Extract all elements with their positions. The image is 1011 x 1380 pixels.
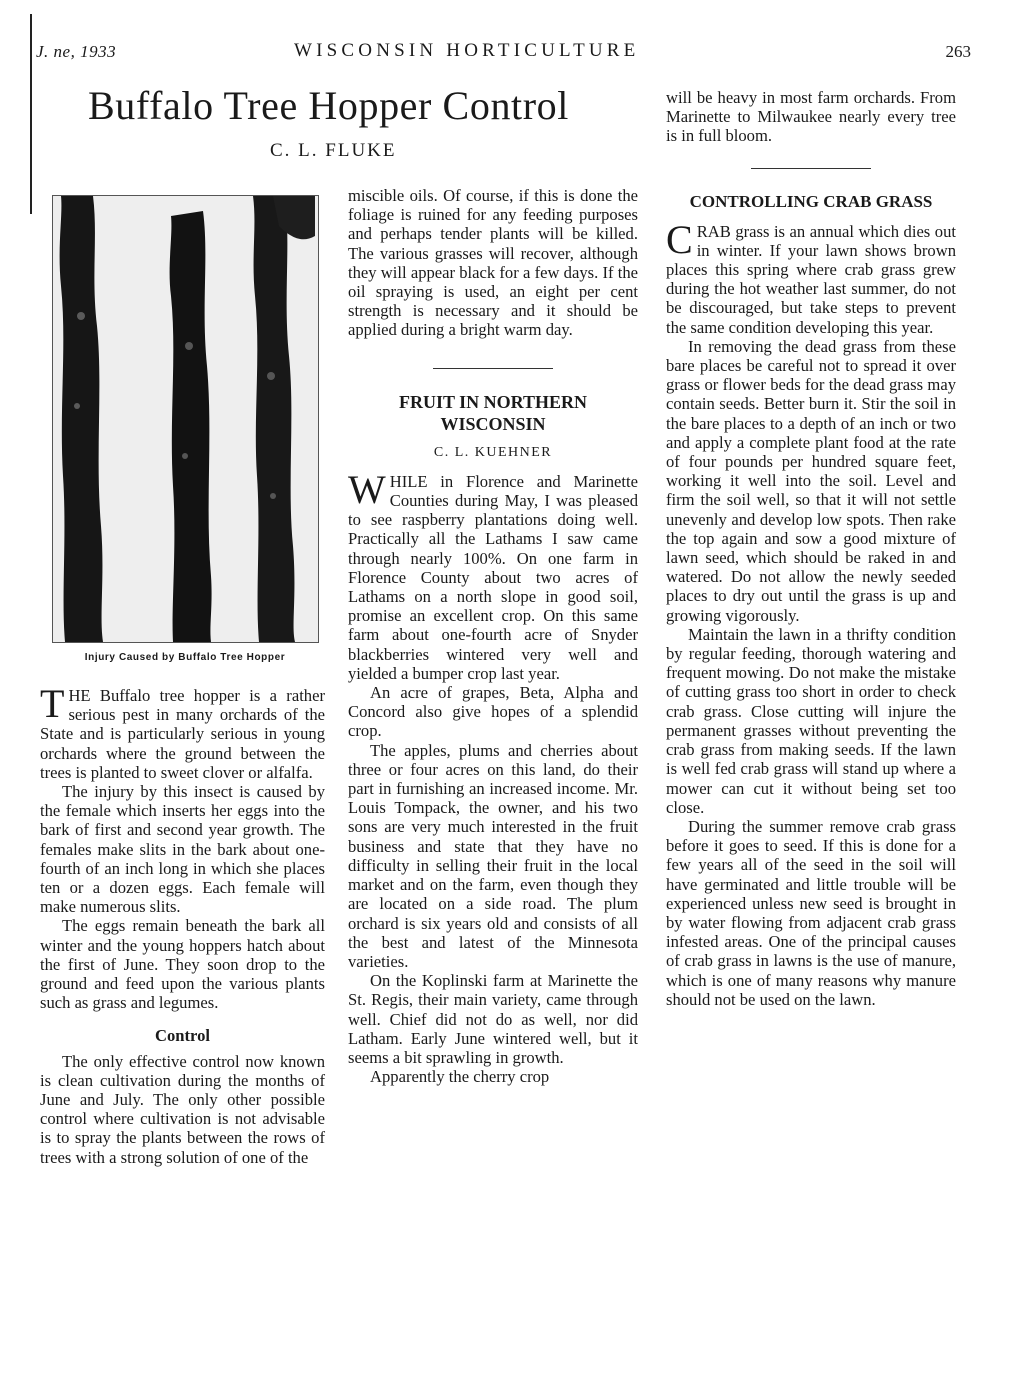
issue-date: J. ne, 1933 (36, 42, 117, 61)
paragraph: The injury by this insect is caused by the female which inserts her eggs into the bark of first and second year growth. The females make slits in the bark about one-fourth of an inch long in which she places ten or a dozen eggs. Each female will make numerous slits. (40, 782, 325, 917)
running-header (36, 38, 971, 68)
drop-cap: C (666, 216, 693, 262)
journal-title: WISCONSIN HORTICULTURE (294, 40, 640, 61)
bark-branches-image (53, 196, 318, 642)
drop-cap: W (348, 466, 386, 512)
paragraph: On the Koplinski farm at Marinette the St. Regis, their main variety, came through well. Chief did not do as well, nor did Latham. Early June wintered well, but it seems a bit sprawling in growth. (348, 971, 638, 1067)
paragraph: CRAB grass is an annual which dies out in winter. If your lawn shows brown places this spring where crab grass grew during the hot weather last summer, do not be discouraged, but take steps to prevent the same condition developing this year. (666, 216, 956, 337)
drop-cap: T (40, 681, 65, 726)
tree-bark-photo (52, 195, 319, 643)
paragraph: will be heavy in most farm orchards. From Marinette to Milwaukee nearly every tree is in full bloom. (666, 88, 956, 146)
article-author: C. L. KUEHNER (433, 444, 553, 460)
paragraph: Apparently the cherry crop (370, 1067, 550, 1087)
photo-caption: Injury Caused by Buffalo Tree Hopper (84, 652, 286, 663)
divider-rule (433, 368, 553, 369)
paragraph: WHILE in Florence and Marinette Counties during May, I was pleased to see raspberry plantations doing well. Practically all the Lathams I saw came through nearly 100%. On one farm in Florence County about two acres of Lathams on a north slope in good soil, promise an excellent crop. On this same farm about one-fourth acre of Snyder blackberries wintered very well and yielded a bumper crop last year. (348, 466, 638, 683)
paragraph: During the summer remove crab grass before it goes to seed. If this is done for a few years all of the seed in the soil will have germinated and little trouble will be experienced unless new seed is brought in by water flowing from adjacent crab grass infested areas. One of the principal causes of crab grass in lawns is the use of manure, which is one of many reasons why manure should not be used on the lawn. (666, 816, 956, 1009)
paragraph: In removing the dead grass from these bare places be careful not to spread it over grass or flower beds for the dead grass may contain seeds. Better burn it. Stir the soil in the bare places to a depth of an inch or two and apply a complete plant food at the rate of four pounds per hundred square feet, working it well into the soil. Level and firm the soil well, so that it will not settle unevenly and develop low spots. Then rake the top again and sow a good mixture of lawn seed, which should be raked in and watered. Do not allow the newly seeded places to dry out until the grass is up and growing vigorously. (666, 336, 956, 625)
section-heading-crab-grass: CONTROLLING CRAB GRASS (689, 191, 933, 211)
page-number: 263 (945, 42, 971, 61)
divider-rule (751, 168, 871, 169)
article-author: C. L. FLUKE (270, 140, 397, 161)
section-heading-control: Control (154, 1026, 210, 1046)
paragraph: THE Buffalo tree hopper is a rather serious pest in many orchards of the State and is particularly serious in young orchards where the ground between the trees is planted to sweet clover or alfalfa. (40, 681, 325, 782)
column-2 (348, 186, 638, 1086)
paragraph: An acre of grapes, Beta, Alpha and Concord also give hopes of a splendid crop. (348, 683, 638, 741)
page-edge-rule (30, 14, 32, 214)
paragraph: The eggs remain beneath the bark all winter and the young hoppers hatch about the first of June. They soon drop to the ground and feed upon the various plants such as grass and legumes. (40, 916, 325, 1013)
paragraph: The apples, plums and cherries about three or four acres on this land, do their part in furnishing an increased income. Mr. Louis Tompack, the owner, and his two sons are very much interested in the fruit business and state that they have no difficulty in selling their fruit in the local market and on the farm, even though they are located on a side road. The plum orchard is six years old and consists of all the best and latest of the Minnesota varieties. (348, 740, 638, 971)
paragraph: Maintain the lawn in a thrifty condition by regular feeding, thorough watering and frequent mowing. Do not make the mistake of cutting grass too short in order to check crab grass. Close cutting will injure the permanent grasses without preventing the crab grass from making seeds. If the lawn is well fed crab grass will stand up where a mower can cut it without being set too close. (666, 624, 956, 817)
paragraph: miscible oils. Of course, if this is done the foliage is ruined for any feeding purposes and perhaps tender plants will be killed. The various grasses will recover, although they will appear black for a few days. If the oil spraying is used, an eight per cent strength is necessary and it should be applied during a bright warm day. (348, 186, 638, 340)
article-title: Buffalo Tree Hopper Control (88, 83, 569, 128)
column-1 (40, 681, 325, 1167)
paragraph: The only effective control now known is clean cultivation during the months of June and July. The only other possible control where cultivation is not advisable is to spray the plants between the rows of trees with a strong solution of one of the (40, 1051, 325, 1167)
section-heading-fruit: FRUIT IN NORTHERN WISCONSIN (398, 391, 588, 434)
column-3 (666, 88, 956, 1009)
